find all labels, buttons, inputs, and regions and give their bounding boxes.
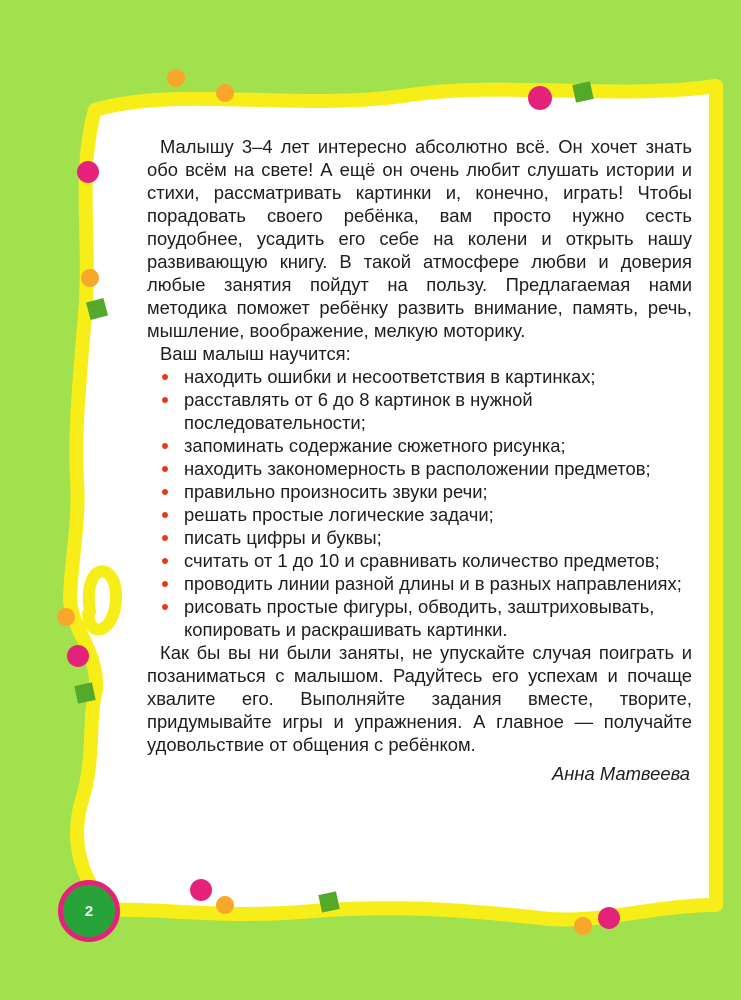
list-intro: Ваш малыш научится:: [160, 343, 351, 364]
list-item: запоминать содержание сюжетного рисунка;: [147, 434, 692, 457]
list-item: находить ошибки и несоответствия в картинках;: [147, 365, 692, 388]
dot-pink: [77, 161, 99, 183]
bullet-icon: [162, 558, 168, 564]
intro-paragraph: Малышу 3–4 лет интересно абсолютно всё. Он хочет знать обо всём на свете! А ещё он очень любит слушать истории и стихи, рассматривать картинки и, конечно, играть! Чтобы порадовать своего ребёнка, вам просто нужно сесть поудобнее, усадить его себе на колени и открыть нашу развивающую книгу. В такой атмосфере любви и доверия любые занятия пойдут на пользу. Предлагаемая нами методика поможет ребёнку развить внимание, память, речь, мышление, воображение, мелкую моторику.: [147, 136, 692, 341]
bullet-icon: [162, 535, 168, 541]
dot-orange: [57, 608, 75, 626]
bullet-icon: [162, 466, 168, 472]
bullet-icon: [162, 397, 168, 403]
square-green: [572, 81, 593, 102]
list-item: находить закономерность в расположении предметов;: [147, 457, 692, 480]
bullet-icon: [162, 512, 168, 518]
dot-pink: [67, 645, 89, 667]
text-block: [147, 135, 692, 785]
page-number-badge: 2: [58, 880, 120, 942]
dot-orange: [574, 917, 592, 935]
bullet-icon: [162, 489, 168, 495]
list-item: рисовать простые фигуры, обводить, заштриховывать, копировать и раскрашивать картинки.: [147, 595, 692, 641]
bullet-icon: [162, 443, 168, 449]
square-green: [74, 682, 95, 703]
list-item: проводить линии разной длины и в разных направлениях;: [147, 572, 692, 595]
closing-paragraph: Как бы вы ни были заняты, не упускайте случая поиграть и позаниматься с малышом. Радуйтесь его успехам и почаще хвалите его. Выполняйте задания вместе, творите, придумывайте игры и упражнения. А главное — получайте удовольствие от общения с ребёнком.: [147, 642, 692, 755]
bullet-icon: [162, 581, 168, 587]
list-item: правильно произносить звуки речи;: [147, 480, 692, 503]
square-green: [318, 891, 339, 912]
dot-orange: [167, 69, 185, 87]
dot-pink: [190, 879, 212, 901]
list-item: считать от 1 до 10 и сравнивать количество предметов;: [147, 549, 692, 572]
dot-orange: [216, 84, 234, 102]
dot-orange: [81, 269, 99, 287]
list-item: писать цифры и буквы;: [147, 526, 692, 549]
bullet-icon: [162, 374, 168, 380]
dot-pink: [528, 86, 552, 110]
list-item: решать простые логические задачи;: [147, 503, 692, 526]
dot-orange: [216, 896, 234, 914]
dot-pink: [598, 907, 620, 929]
bullet-icon: [162, 604, 168, 610]
list-item: расставлять от 6 до 8 картинок в нужной последовательности;: [147, 388, 692, 434]
skills-list: [147, 365, 692, 641]
author-signature: Анна Матвеева: [552, 763, 690, 784]
